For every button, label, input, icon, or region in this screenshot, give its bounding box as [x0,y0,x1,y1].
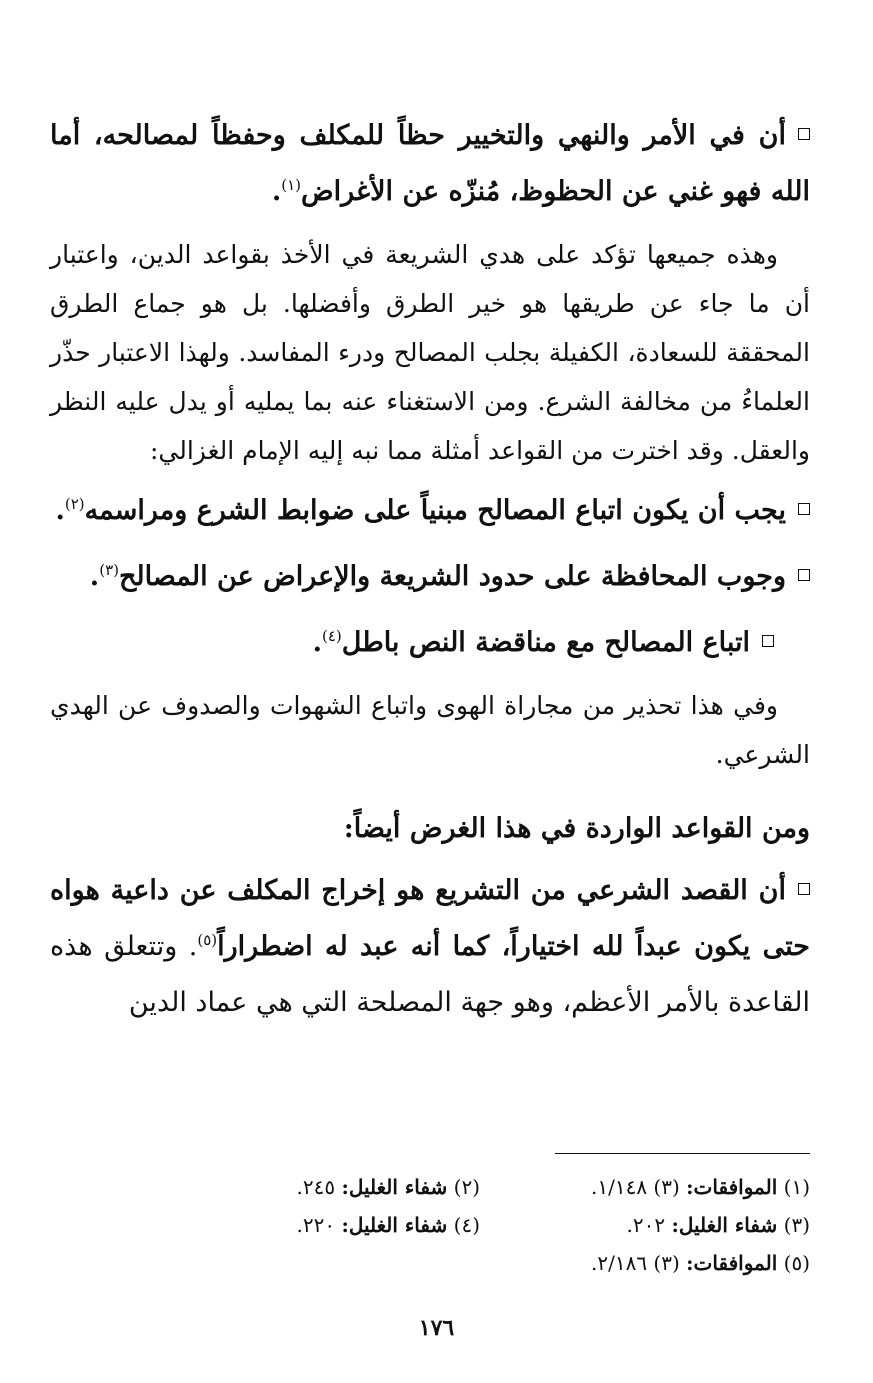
rule-text: أن في الأمر والنهي والتخيير حظاً للمكلف وحفظاً لمصالحه، أما الله فهو غني عن الحظوظ، مُنزّه عن الأغراض [50,120,810,207]
footnote-3: (٣) شفاء الغليل: ٢٠٢. [626,1213,810,1237]
footnote-1: (١) الموافقات: (٣) ١/١٤٨. [591,1175,810,1199]
square-bullet-icon [798,503,810,515]
footnote-2: (٢) شفاء الغليل: ٢٤٥. [296,1175,480,1199]
rule-end: . [55,495,65,526]
footnote-ref: (١) [281,176,301,194]
rule-item-2 [50,483,810,539]
square-bullet-icon [762,635,774,647]
footnote-ref: (٤) [321,627,342,645]
rule-item-1 [50,108,810,220]
footnote-ref: (٢) [64,495,85,513]
rule-end: . [271,176,282,207]
paragraph-1: وهذه جميعها تؤكد على هدي الشريعة في الأخذ بقواعد الدين، واعتبار أن ما جاء عن طريقها هو خير الطرق وأفضلها. بل هو جماع الطرق المحققة للسعادة، الكفيلة بجلب المصالح ودرء المفاسد. ولهذا الاعتبار حذّر العلماءُ من مخالفة الشرع. ومن الاستغناء عنه بما يمليه أو يدل عليه النظر والعقل. وقد اخترت من القواعد أمثلة مما نبه إليه الإمام الغزالي: [50,240,810,465]
rule-item-5 [50,863,810,1031]
square-bullet-icon [798,883,810,895]
square-bullet-icon [798,128,810,140]
footnote-divider [555,1153,810,1154]
footnote-ref: (٣) [99,561,119,579]
rule-end: . [89,561,100,592]
footnote-5: (٥) الموافقات: (٣) ٢/١٨٦. [591,1251,810,1275]
square-bullet-icon [798,569,810,581]
footnote-row [50,1244,810,1282]
rule-item-4 [50,615,810,671]
rule-text: أن القصد الشرعي من التشريع هو إخراج المكلف عن داعية هواه حتى يكون عبداً لله اختياراً، كما أنه عبد له اضطراراً [50,875,810,962]
footnote-row [50,1206,810,1244]
rule-continuation: . وتتعلق هذه القاعدة بالأمر الأعظم، وهو جهة المصلحة التي هي عماد الدين [50,931,810,1018]
rule-end: . [312,627,322,658]
footnote-ref: (٥) [197,931,218,949]
rule-text: وجوب المحافظة على حدود الشريعة والإعراض عن المصالح [118,561,786,592]
paragraph-2: وفي هذا تحذير من مجاراة الهوى واتباع الشهوات والصدوف عن الهدي الشرعي. [50,691,810,769]
rule-item-3 [50,549,810,605]
page-number: ١٧٦ [418,1315,455,1341]
footnote-4: (٤) شفاء الغليل: ٢٢٠. [296,1213,480,1237]
footnote-row [50,1168,810,1206]
rule-text: اتباع المصالح مع مناقضة النص باطل [341,627,750,658]
rule-text: يجب أن يكون اتباع المصالح مبنياً على ضوابط الشرع ومراسمه [84,495,786,526]
section-heading: ومن القواعد الواردة في هذا الغرض أيضاً: [343,813,810,844]
page-body [50,108,810,1041]
footnotes [50,1168,810,1282]
